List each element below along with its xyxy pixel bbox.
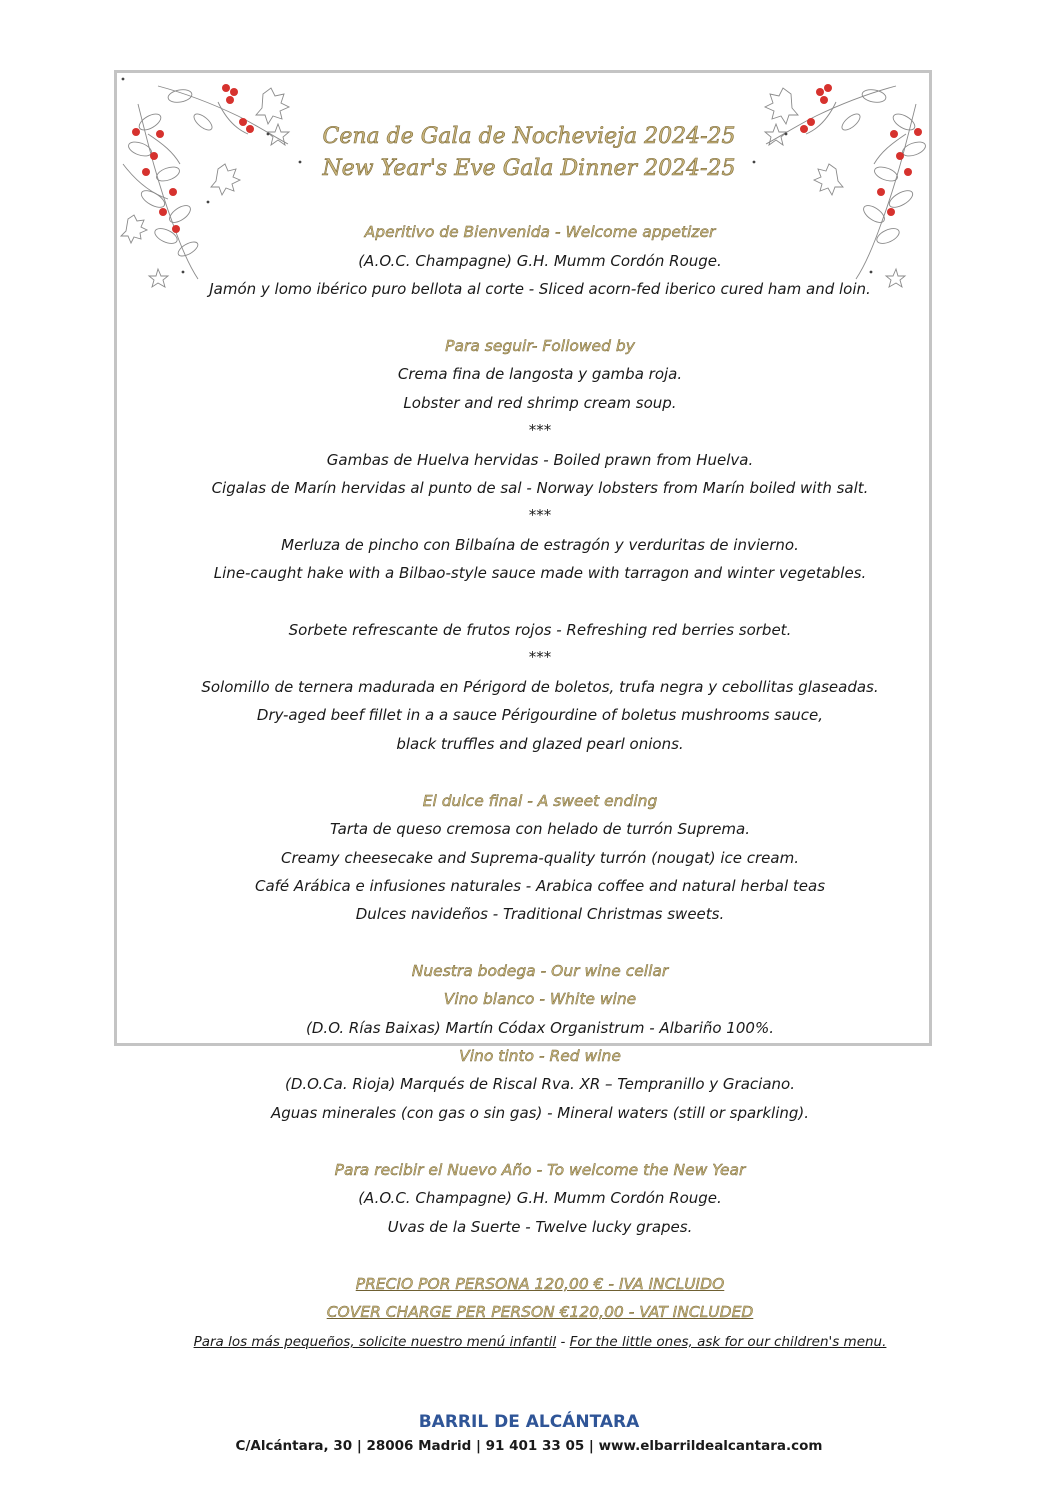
price-en: COVER CHARGE PER PERSON €120,00 - VAT INCLUDED: [326, 1303, 754, 1321]
menu-line: Dry-aged beef fillet in a a sauce Périgourdine of boletus mushrooms sauce,: [256, 706, 824, 724]
separator-stars: ***: [528, 648, 552, 666]
menu-line: (D.O. Rías Baixas) Martín Códax Organistrum - Albariño 100%.: [306, 1019, 774, 1037]
menu-line: (A.O.C. Champagne) G.H. Mumm Cordón Rouge.: [358, 252, 722, 270]
menu-line: Café Arábica e infusiones naturales - Arabica coffee and natural herbal teas: [254, 877, 826, 895]
price-es: PRECIO POR PERSONA 120,00 € - IVA INCLUIDO: [355, 1275, 725, 1293]
menu-line: Cigalas de Marín hervidas al punto de sal - Norway lobsters from Marín boiled with salt.: [211, 479, 869, 497]
section-heading-seguir: Para seguir- Followed by: [445, 337, 635, 355]
menu-line: (D.O.Ca. Rioja) Marqués de Riscal Rva. XR – Tempranillo y Graciano.: [285, 1075, 795, 1093]
section-heading-dulce: El dulce final - A sweet ending: [422, 792, 658, 810]
restaurant-address: C/Alcántara, 30 | 28006 Madrid | 91 401 33 05 | www.elbarrildealcantara.com: [235, 1438, 823, 1454]
menu-line: Jamón y lomo ibérico puro bellota al corte - Sliced acorn-fed iberico cured ham and loin.: [209, 280, 871, 298]
section-heading-nuevo-ano: Para recibir el Nuevo Año - To welcome the New Year: [334, 1161, 746, 1179]
menu-line: black truffles and glazed pearl onions.: [396, 735, 684, 753]
menu-line: Merluza de pincho con Bilbaína de estragón y verduritas de invierno.: [281, 536, 799, 554]
children-note-en: For the little ones, ask for our children's menu.: [569, 1334, 887, 1350]
menu-line: Gambas de Huelva hervidas - Boiled prawn from Huelva.: [326, 451, 754, 469]
menu-line: Sorbete refrescante de frutos rojos - Refreshing red berries sorbet.: [288, 621, 792, 639]
menu-line: Aguas minerales (con gas o sin gas) - Mineral waters (still or sparkling).: [270, 1104, 810, 1122]
subheading-white-wine: Vino blanco - White wine: [443, 990, 637, 1008]
children-note-separator: -: [556, 1334, 570, 1350]
separator-stars: ***: [528, 506, 552, 524]
menu-line: Crema fina de langosta y gamba roja.: [397, 365, 683, 383]
menu-line: Lobster and red shrimp cream soup.: [403, 394, 677, 412]
menu-line: Dulces navideños - Traditional Christmas sweets.: [355, 905, 725, 923]
menu-title-es: Cena de Gala de Nochevieja 2024-25: [322, 124, 736, 149]
menu-line: Creamy cheesecake and Suprema-quality turrón (nougat) ice cream.: [281, 849, 799, 867]
subheading-red-wine: Vino tinto - Red wine: [459, 1047, 621, 1065]
children-note-es: Para los más pequeños, solicite nuestro menú infantil: [193, 1334, 557, 1350]
menu-title-en: New Year's Eve Gala Dinner 2024-25: [322, 156, 736, 181]
restaurant-name: BARRIL DE ALCÁNTARA: [418, 1412, 640, 1432]
menu-line: Line-caught hake with a Bilbao-style sauce made with tarragon and winter vegetables.: [213, 564, 867, 582]
menu-line: Tarta de queso cremosa con helado de turrón Suprema.: [330, 820, 750, 838]
menu-line: Solomillo de ternera madurada en Périgord de boletos, trufa negra y cebollitas glaseadas.: [201, 678, 879, 696]
menu-line: (A.O.C. Champagne) G.H. Mumm Cordón Rouge.: [358, 1189, 722, 1207]
children-menu-note: [140, 1333, 940, 1351]
section-heading-aperitivo: Aperitivo de Bienvenida - Welcome appetizer: [364, 223, 716, 241]
menu-line: Uvas de la Suerte - Twelve lucky grapes.: [387, 1218, 693, 1236]
separator-stars: ***: [528, 421, 552, 439]
section-heading-bodega: Nuestra bodega - Our wine cellar: [411, 962, 669, 980]
